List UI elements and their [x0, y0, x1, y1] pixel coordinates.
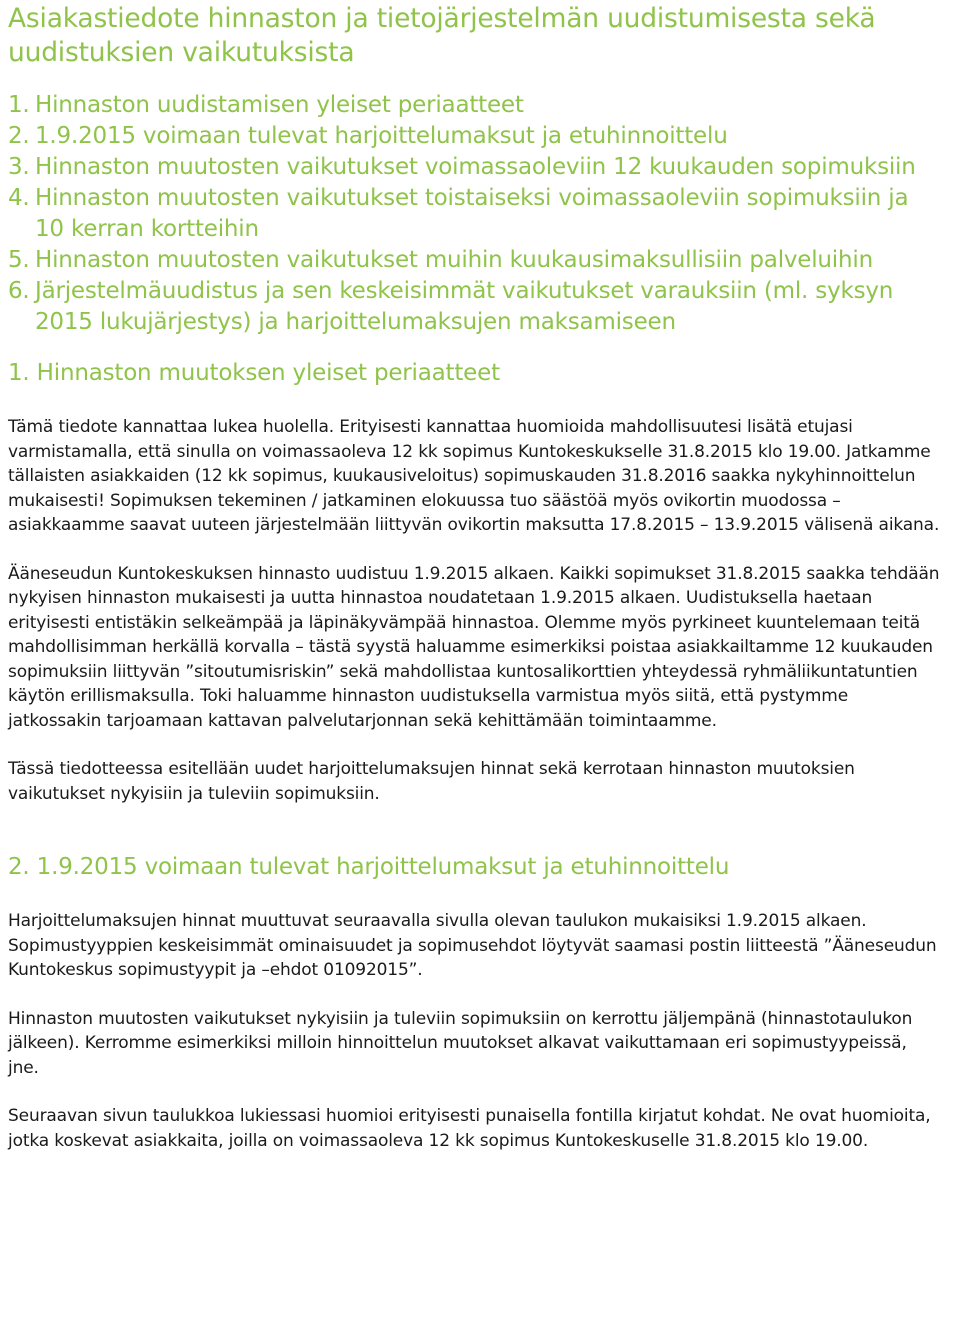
toc-item-text: Hinnaston uudistamisen yleiset periaatteet — [35, 92, 524, 118]
section-1-paragraph: Tässä tiedotteessa esitellään uudet harjoittelumaksujen hinnat sekä kerrotaan hinnaston muutoksien vaikutukset nykyisiin ja tuleviin sopimuksiin. — [8, 759, 855, 804]
document-title: Asiakastiedote hinnaston ja tietojärjestelmän uudistumisesta sekä uudistuksien vaikutuksista — [8, 3, 876, 68]
toc-item — [8, 152, 940, 183]
toc-item-text: Järjestelmäuudistus ja sen keskeisimmät vaikutukset varauksiin (ml. syksyn 2015 lukujärjestys) ja harjoittelumaksujen maksamiseen — [35, 278, 894, 335]
toc-item — [8, 90, 940, 121]
toc-item-number: 5. — [8, 247, 30, 273]
toc-item-text: Hinnaston muutosten vaikutukset muihin kuukausimaksullisiin palveluihin — [35, 247, 873, 273]
section-2-heading: 2. 1.9.2015 voimaan tulevat harjoittelumaksut ja etuhinnoittelu — [8, 854, 730, 880]
toc-item-number: 6. — [8, 278, 30, 304]
section-2-paragraph: Hinnaston muutosten vaikutukset nykyisiin ja tuleviin sopimuksiin on kerrottu jäljempänä (hinnastotaulukon jälkeen). Kerromme esimerkiksi milloin hinnoittelun muutokset alkavat vaikuttamaan eri sopimustyypeissä, jne. — [8, 1008, 913, 1078]
section-1-paragraph: Tämä tiedote kannattaa lukea huolella. Erityisesti kannattaa huomioida mahdollisuutesi lisätä etujasi varmistamalla, että sinulla on voimassaoleva 12 kk sopimus Kuntokeskukselle 31.8.2015 klo 19.00. Jatkamme tällaisten asiakkaiden (12 kk sopimus, kuukausiveloitus) sopimuskauden 31.8.2016 saakka nykyhinnoittelun mukaisesti! Sopimuksen tekeminen / jatkaminen elokuussa tuo säästöä myös ovikortin muodossa – asiakkaamme saavat uuteen järjestelmään liittyvän ovikortin maksutta 17.8.2015 – 13.9.2015 välisenä aikana. — [8, 417, 940, 535]
toc-item-text: Hinnaston muutosten vaikutukset toistaiseksi voimassaoleviin sopimuksiin ja 10 kerran kortteihin — [35, 185, 909, 242]
toc-item-text: Hinnaston muutosten vaikutukset voimassaoleviin 12 kuukauden sopimuksiin — [35, 154, 916, 180]
toc-item-number: 1. — [8, 92, 30, 118]
toc-item — [8, 276, 940, 338]
table-of-contents — [8, 90, 940, 338]
toc-item-number: 3. — [8, 154, 30, 180]
toc-item-number: 2. — [8, 123, 30, 149]
section-1-paragraph: Ääneseudun Kuntokeskuksen hinnasto uudistuu 1.9.2015 alkaen. Kaikki sopimukset 31.8.2015 saakka tehdään nykyisen hinnaston mukaisesti ja uutta hinnastoa noudatetaan 1.9.2015 alkaen. Uudistuksella haetaan erityisesti entistäkin selkeämpää ja läpinäkyvämpää hinnastoa. Olemme myös pyrkineet kuuntelemaan teitä mahdollisimman herkällä korvalla – tästä syystä haluamme esimerkiksi poistaa asiakkailtamme 12 kuukauden sopimuksiin liittyvän ”sitoutumisriskin” sekä mahdollistaa kuntosalikorttien yhteydessä ryhmäliikuntatuntien käytön erillismaksulla. Toki haluamme hinnaston uudistuksella varmistua myös siitä, että pystymme jatkossakin tarjoamaan kattavan palvelutarjonnan sekä kehittämään toimintaamme. — [8, 563, 940, 731]
toc-item — [8, 121, 940, 152]
toc-item-text: 1.9.2015 voimaan tulevat harjoittelumaksut ja etuhinnoittelu — [35, 123, 728, 149]
section-2-paragraph: Seuraavan sivun taulukkoa lukiessasi huomioi erityisesti punaisella fontilla kirjatut kohdat. Ne ovat huomioita, jotka koskevat asiakkaita, joilla on voimassaoleva 12 kk sopimus Kuntokeskuselle 31.8.2015 klo 19.00. — [8, 1106, 931, 1151]
toc-item — [8, 245, 940, 276]
toc-item-number: 4. — [8, 185, 30, 211]
toc-item — [8, 183, 940, 245]
section-2-paragraph: Harjoittelumaksujen hinnat muuttuvat seuraavalla sivulla olevan taulukon mukaisiksi 1.9.2015 alkaen. Sopimustyyppien keskeisimmät ominaisuudet ja sopimusehdot löytyvät saamasi postin liitteestä ”Ääneseudun Kuntokeskus sopimustyypit ja –ehdot 01092015”. — [8, 911, 937, 980]
section-1-heading: 1. Hinnaston muutoksen yleiset periaatteet — [8, 360, 500, 386]
